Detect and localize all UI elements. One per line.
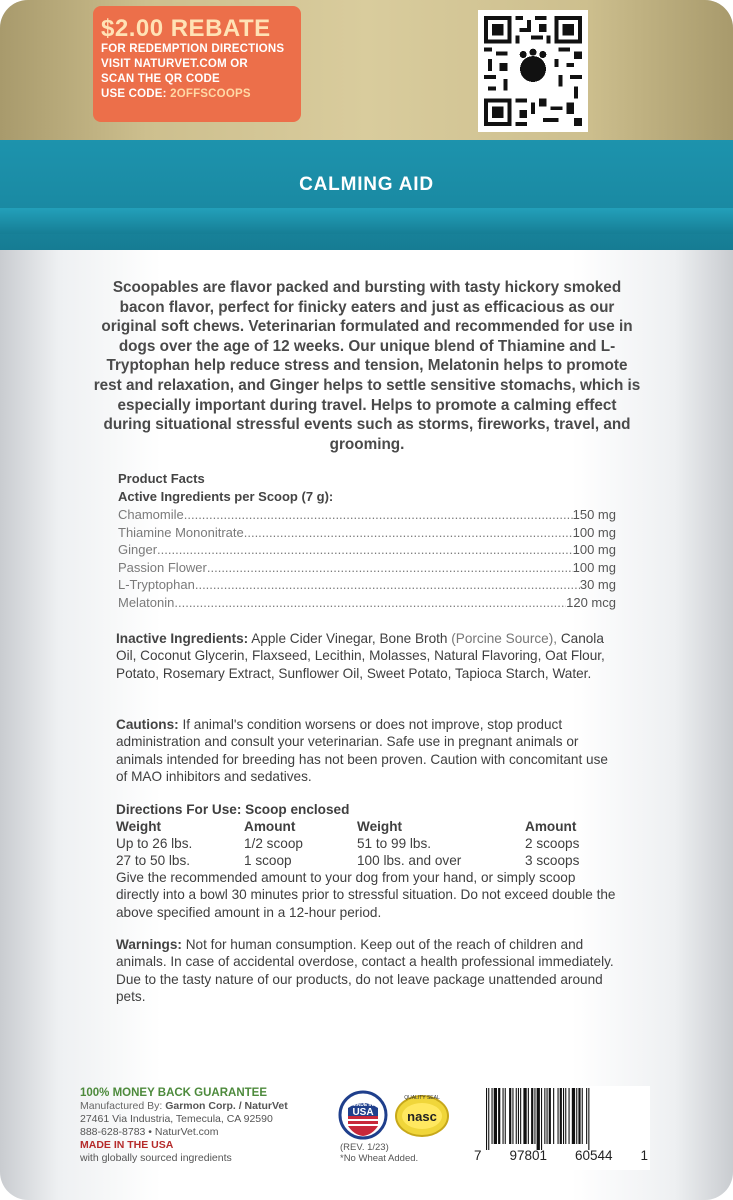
barcode-bar xyxy=(563,1088,564,1144)
barcode-bar xyxy=(558,1088,559,1144)
barcode-bar xyxy=(494,1088,497,1144)
dosage-cell: Up to 26 lbs. xyxy=(116,836,193,851)
barcode-bar xyxy=(492,1088,493,1144)
dosage-cell: 51 to 99 lbs. xyxy=(357,836,432,851)
barcode-bar xyxy=(565,1088,566,1144)
nasc-seal-icon xyxy=(394,1090,450,1140)
inactive-ingredients xyxy=(116,630,616,682)
contact: 888-628-8783 • NaturVet.com xyxy=(80,1126,219,1138)
product-type-title: CALMING AID xyxy=(299,174,434,195)
ingredient-row xyxy=(118,576,616,594)
barcode-bar xyxy=(578,1088,580,1144)
barcode-bar xyxy=(523,1088,526,1144)
ingredient-row xyxy=(118,506,616,524)
barcode-bar xyxy=(547,1088,548,1144)
upc-barcode xyxy=(472,1086,650,1170)
ingredient-row xyxy=(118,524,616,542)
rebate-box xyxy=(93,6,301,122)
barcode-bar xyxy=(569,1088,570,1144)
barcode-bars-icon xyxy=(486,1088,636,1150)
ingredient-name: Ginger xyxy=(118,542,158,557)
barcode-bar xyxy=(553,1088,554,1144)
ingredient-name: Melatonin xyxy=(118,594,175,610)
barcode-bar xyxy=(572,1088,575,1144)
barcode-bar xyxy=(498,1088,500,1144)
ingredient-amount: 150 mg xyxy=(572,507,616,522)
usa-shield-icon xyxy=(338,1090,388,1140)
inactive-part-2: (Porcine Source), xyxy=(451,631,558,646)
barcode-bar xyxy=(588,1088,589,1150)
ingredient-amount: 30 mg xyxy=(579,577,616,592)
barcode-digit-group: 97801 xyxy=(509,1148,548,1163)
barcode-bar xyxy=(503,1088,504,1144)
ingredient-amount: 100 mg xyxy=(572,559,616,575)
dosage-cell: 3 scoops xyxy=(525,853,580,868)
directions-note: Give the recommended amount to your dog from your hand, or simply scoop directly into a bowl 30 minutes prior to stressful situation. Do not exceed double the above specified amount in a 12-hour period. xyxy=(116,870,616,920)
ingredient-name: Thiamine Mononitrate xyxy=(118,524,244,540)
leader-dots xyxy=(195,576,580,594)
inactive-part-1: Apple Cider Vinegar, Bone Broth xyxy=(251,631,448,646)
ingredient-name: L-Tryptophan xyxy=(118,577,195,592)
cautions-text: If animal's condition worsens or does not improve, stop product administration and consult your veterinarian. Safe use in pregnant animals or animals intended for breeding has not been proven. Caution with concomitant use of MAO inhibitors and sedatives. xyxy=(116,717,608,785)
dosage-cell: 1/2 scoop xyxy=(244,836,303,851)
barcode-bar xyxy=(586,1088,587,1144)
directions xyxy=(116,801,616,921)
band-ridge xyxy=(0,208,733,234)
ingredient-row xyxy=(118,541,616,559)
dosage-cell: 27 to 50 lbs. xyxy=(116,853,191,868)
barcode-number xyxy=(472,1148,650,1163)
revision-info xyxy=(340,1142,418,1164)
dosage-header: Amount xyxy=(525,819,577,834)
sourcing-note: with globally sourced ingredients xyxy=(80,1152,232,1164)
facts-title: Product Facts xyxy=(118,471,205,486)
usa-badge-top: MADE IN xyxy=(352,1102,374,1108)
barcode-bar xyxy=(486,1088,487,1150)
product-description: Scoopables are flavor packed and bursting with tasty hickory smoked bacon flavor, perfect for finicky eaters and just as efficacious as our original soft chews. Veterinarian formulated and recommended for use in dogs over the age of 12 weeks. Our unique blend of Thiamine and L-Tryptophan help reduce stress and tension, Melatonin helps to promote rest and relaxation, and Ginger helps to settle sensitive stomachs, which is especially important during travel. Helps to promote a calming effect during situational stressful events such as storms, fireworks, travel, and grooming. xyxy=(93,279,641,453)
ingredient-amount: 100 mg xyxy=(572,542,616,557)
barcode-bar xyxy=(505,1088,506,1144)
barcode-bar xyxy=(528,1088,529,1144)
leader-dots xyxy=(174,594,566,612)
guarantee: 100% MONEY BACK GUARANTEE xyxy=(80,1087,268,1099)
rebate-code-line xyxy=(101,87,293,102)
warnings xyxy=(116,936,616,1006)
barcode-bar xyxy=(544,1088,545,1144)
manufacturer-label: Manufactured By: xyxy=(80,1100,163,1112)
manufacturer-name: Garmon Corp. / NaturVet xyxy=(165,1100,288,1112)
made-in-usa: MADE IN THE USA xyxy=(80,1139,174,1151)
manufacturer-info xyxy=(80,1086,340,1165)
barcode-bar xyxy=(518,1088,519,1144)
ingredient-name: Passion Flower xyxy=(118,559,207,575)
barcode-digit-group: 1 xyxy=(640,1148,648,1163)
barcode-bar xyxy=(509,1088,511,1144)
warnings-label: Warnings: xyxy=(116,937,182,952)
facts-subtitle: Active Ingredients per Scoop (7 g): xyxy=(118,489,334,504)
qr-code[interactable] xyxy=(478,10,588,132)
revision: (REV. 1/23) xyxy=(340,1142,389,1153)
barcode-digit-group: 60544 xyxy=(574,1148,613,1163)
dosage-header: Amount xyxy=(244,819,296,834)
manufacturer-line xyxy=(80,1100,340,1113)
barcode-bar xyxy=(520,1088,521,1144)
nasc-seal-badge xyxy=(394,1090,450,1140)
dosage-cell: 1 scoop xyxy=(244,853,292,868)
leader-dots xyxy=(184,506,573,524)
rebate-code: 2OFFSCOOPS xyxy=(170,88,251,100)
inactive-label: Inactive Ingredients: xyxy=(116,631,249,646)
barcode-bar xyxy=(516,1088,517,1144)
barcode-digit-group: 7 xyxy=(474,1148,482,1163)
warnings-text: Not for human consumption. Keep out of the reach of children and animals. In case of accidental overdose, contact a health professional immediately. Due to the tasty nature of our products, do not leave package unattended around pets. xyxy=(116,937,614,1005)
dosage-cell: 2 scoops xyxy=(525,836,580,851)
product-band xyxy=(0,140,733,250)
cautions-label: Cautions: xyxy=(116,717,179,732)
rebate-line-1: FOR REDEMPTION DIRECTIONS xyxy=(101,43,285,55)
barcode-bar xyxy=(549,1088,551,1144)
ingredient-amount: 100 mg xyxy=(572,524,616,540)
dosage-table xyxy=(116,818,616,869)
leader-dots xyxy=(157,541,573,559)
ingredient-row xyxy=(118,594,616,612)
dosage-cell: 100 lbs. and over xyxy=(357,853,462,868)
rebate-code-label: USE CODE: xyxy=(101,88,167,100)
no-wheat: *No Wheat Added. xyxy=(340,1153,419,1164)
made-in-usa-badge xyxy=(338,1090,388,1140)
address: 27461 Via Industria, Temecula, CA 92590 xyxy=(80,1113,273,1125)
barcode-bar xyxy=(488,1088,489,1150)
inactive-part-3: Canola Oil, Coconut Glycerin, Flaxseed, Lecithin, Molasses, Natural Flavoring, Oat Flour, Potato, Rosemary Extract, Sunflower Oil, Sweet Potato, Tapioca Starch, Water. xyxy=(116,631,605,681)
ingredient-amount: 120 mcg xyxy=(566,594,616,610)
nasc-badge-top: QUALITY SEAL xyxy=(404,1095,440,1101)
ingredient-row xyxy=(118,559,616,577)
dosage-header: Weight xyxy=(116,819,162,834)
directions-title: Directions For Use: Scoop enclosed xyxy=(116,802,350,817)
cautions xyxy=(116,716,616,786)
rebate-line-3: SCAN THE QR CODE xyxy=(101,73,220,85)
product-facts xyxy=(118,470,616,611)
barcode-bar xyxy=(576,1088,577,1144)
barcode-bar xyxy=(537,1088,540,1150)
leader-dots xyxy=(207,559,573,577)
ingredient-name: Chamomile xyxy=(118,507,184,522)
dosage-header: Weight xyxy=(357,819,403,834)
qr-code-icon xyxy=(484,16,582,126)
rebate-line-2: VISIT NATURVET.COM OR xyxy=(101,58,248,70)
usa-badge-main: USA xyxy=(352,1107,374,1118)
rebate-amount: $2.00 REBATE xyxy=(101,15,271,42)
barcode-bar xyxy=(512,1088,513,1144)
leader-dots xyxy=(244,524,573,542)
barcode-bar xyxy=(531,1088,533,1144)
barcode-bar xyxy=(534,1088,535,1144)
barcode-bar xyxy=(560,1088,562,1144)
barcode-bar xyxy=(582,1088,583,1144)
barcode-bar xyxy=(541,1088,542,1150)
nasc-badge-main: nasc xyxy=(407,1109,437,1124)
